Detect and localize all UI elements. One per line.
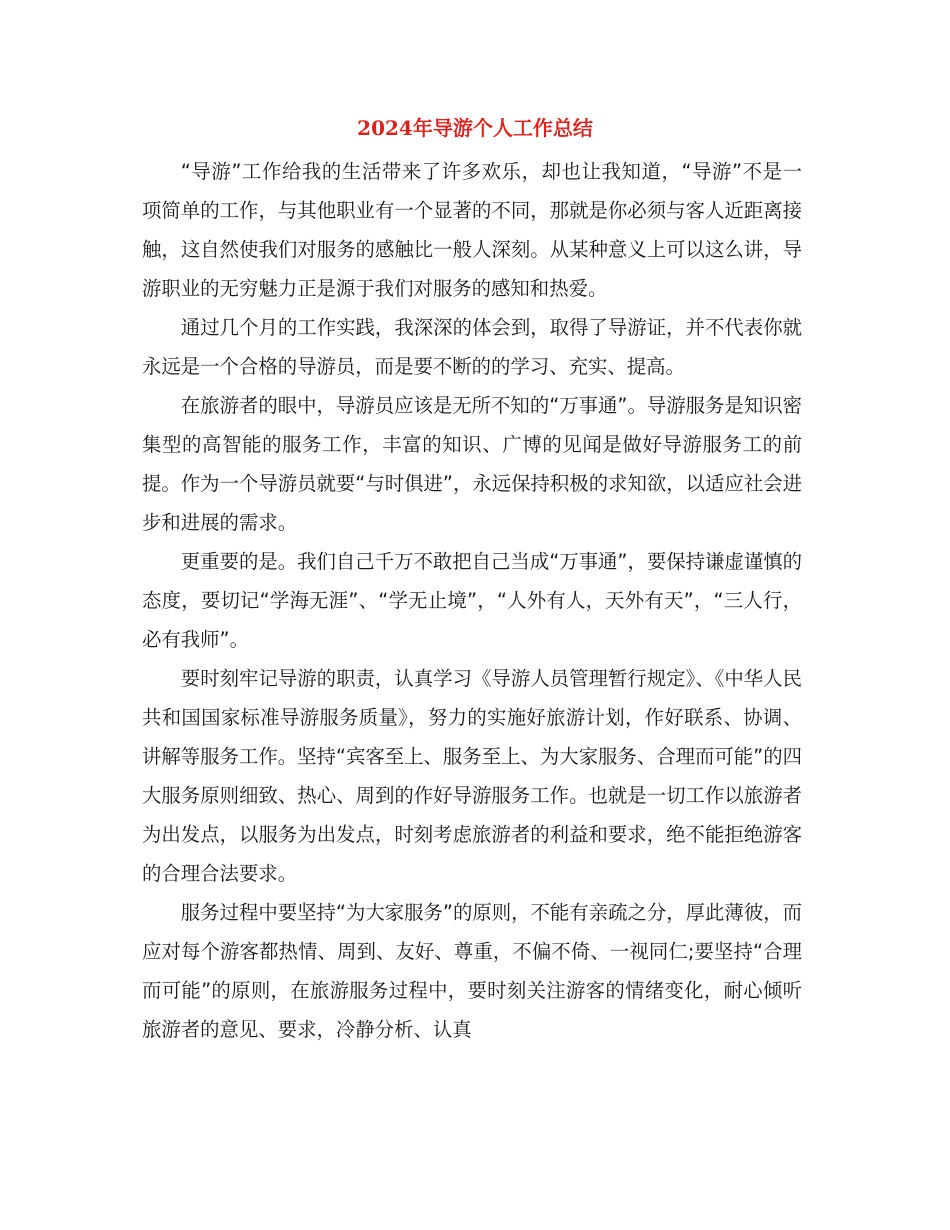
paragraph-2: 通过几个月的工作实践，我深深的体会到，取得了导游证，并不代表你就永远是一个合格的导游员，而是要不断的的学习、充实、提高。 xyxy=(142,316,802,378)
paragraph-4: 更重要的是。我们自己千万不敢把自己当成“万事通”，要保持谦虚谨慎的态度，要切记“学海无涯”、“学无止境”，“人外有人，天外有天”，“三人行，必有我师”。 xyxy=(142,550,802,651)
paragraph-5: 要时刻牢记导游的职责，认真学习《导游人员管理暂行规定》、《中华人民共和国国家标准导游服务质量》，努力的实施好旅游计划，作好联系、协调、讲解等服务工作。坚持“宾客至上、服务至上、为大家服务、合理而可能”的四大服务原则细致、热心、周到的作好导游服务工作。也就是一切工作以旅游者为出发点，以服务为出发点，时刻考虑旅游者的利益和要求，绝不能拒绝游客的合理合法要求。 xyxy=(142,667,802,885)
paragraph-6: 服务过程中要坚持“为大家服务”的原则，不能有亲疏之分，厚此薄彼，而应对每个游客都热情、周到、友好、尊重，不偏不倚、一视同仁;要坚持“合理而可能”的原则，在旅游服务过程中，要时刻关注游客的情绪变化，耐心倾听旅游者的意见、要求，冷静分析、认真 xyxy=(142,901,802,1041)
document-body xyxy=(142,152,802,1049)
paragraph-1: “导游”工作给我的生活带来了许多欢乐，却也让我知道，“导游”不是一项简单的工作，与其他职业有一个显著的不同，那就是你必须与客人近距离接触，这自然使我们对服务的感触比一般人深刻。从某种意义上可以这么讲，导游职业的无穷魅力正是源于我们对服务的感知和热爱。 xyxy=(142,160,802,300)
document-title: 2024年导游个人工作总结 xyxy=(357,116,593,140)
paragraph-3: 在旅游者的眼中，导游员应该是无所不知的“万事通”。导游服务是知识密集型的高智能的服务工作，丰富的知识、广博的见闻是做好导游服务工的前提。作为一个导游员就要“与时俱进”，永远保持积极的求知欲，以适应社会进步和进展的需求。 xyxy=(142,394,802,534)
